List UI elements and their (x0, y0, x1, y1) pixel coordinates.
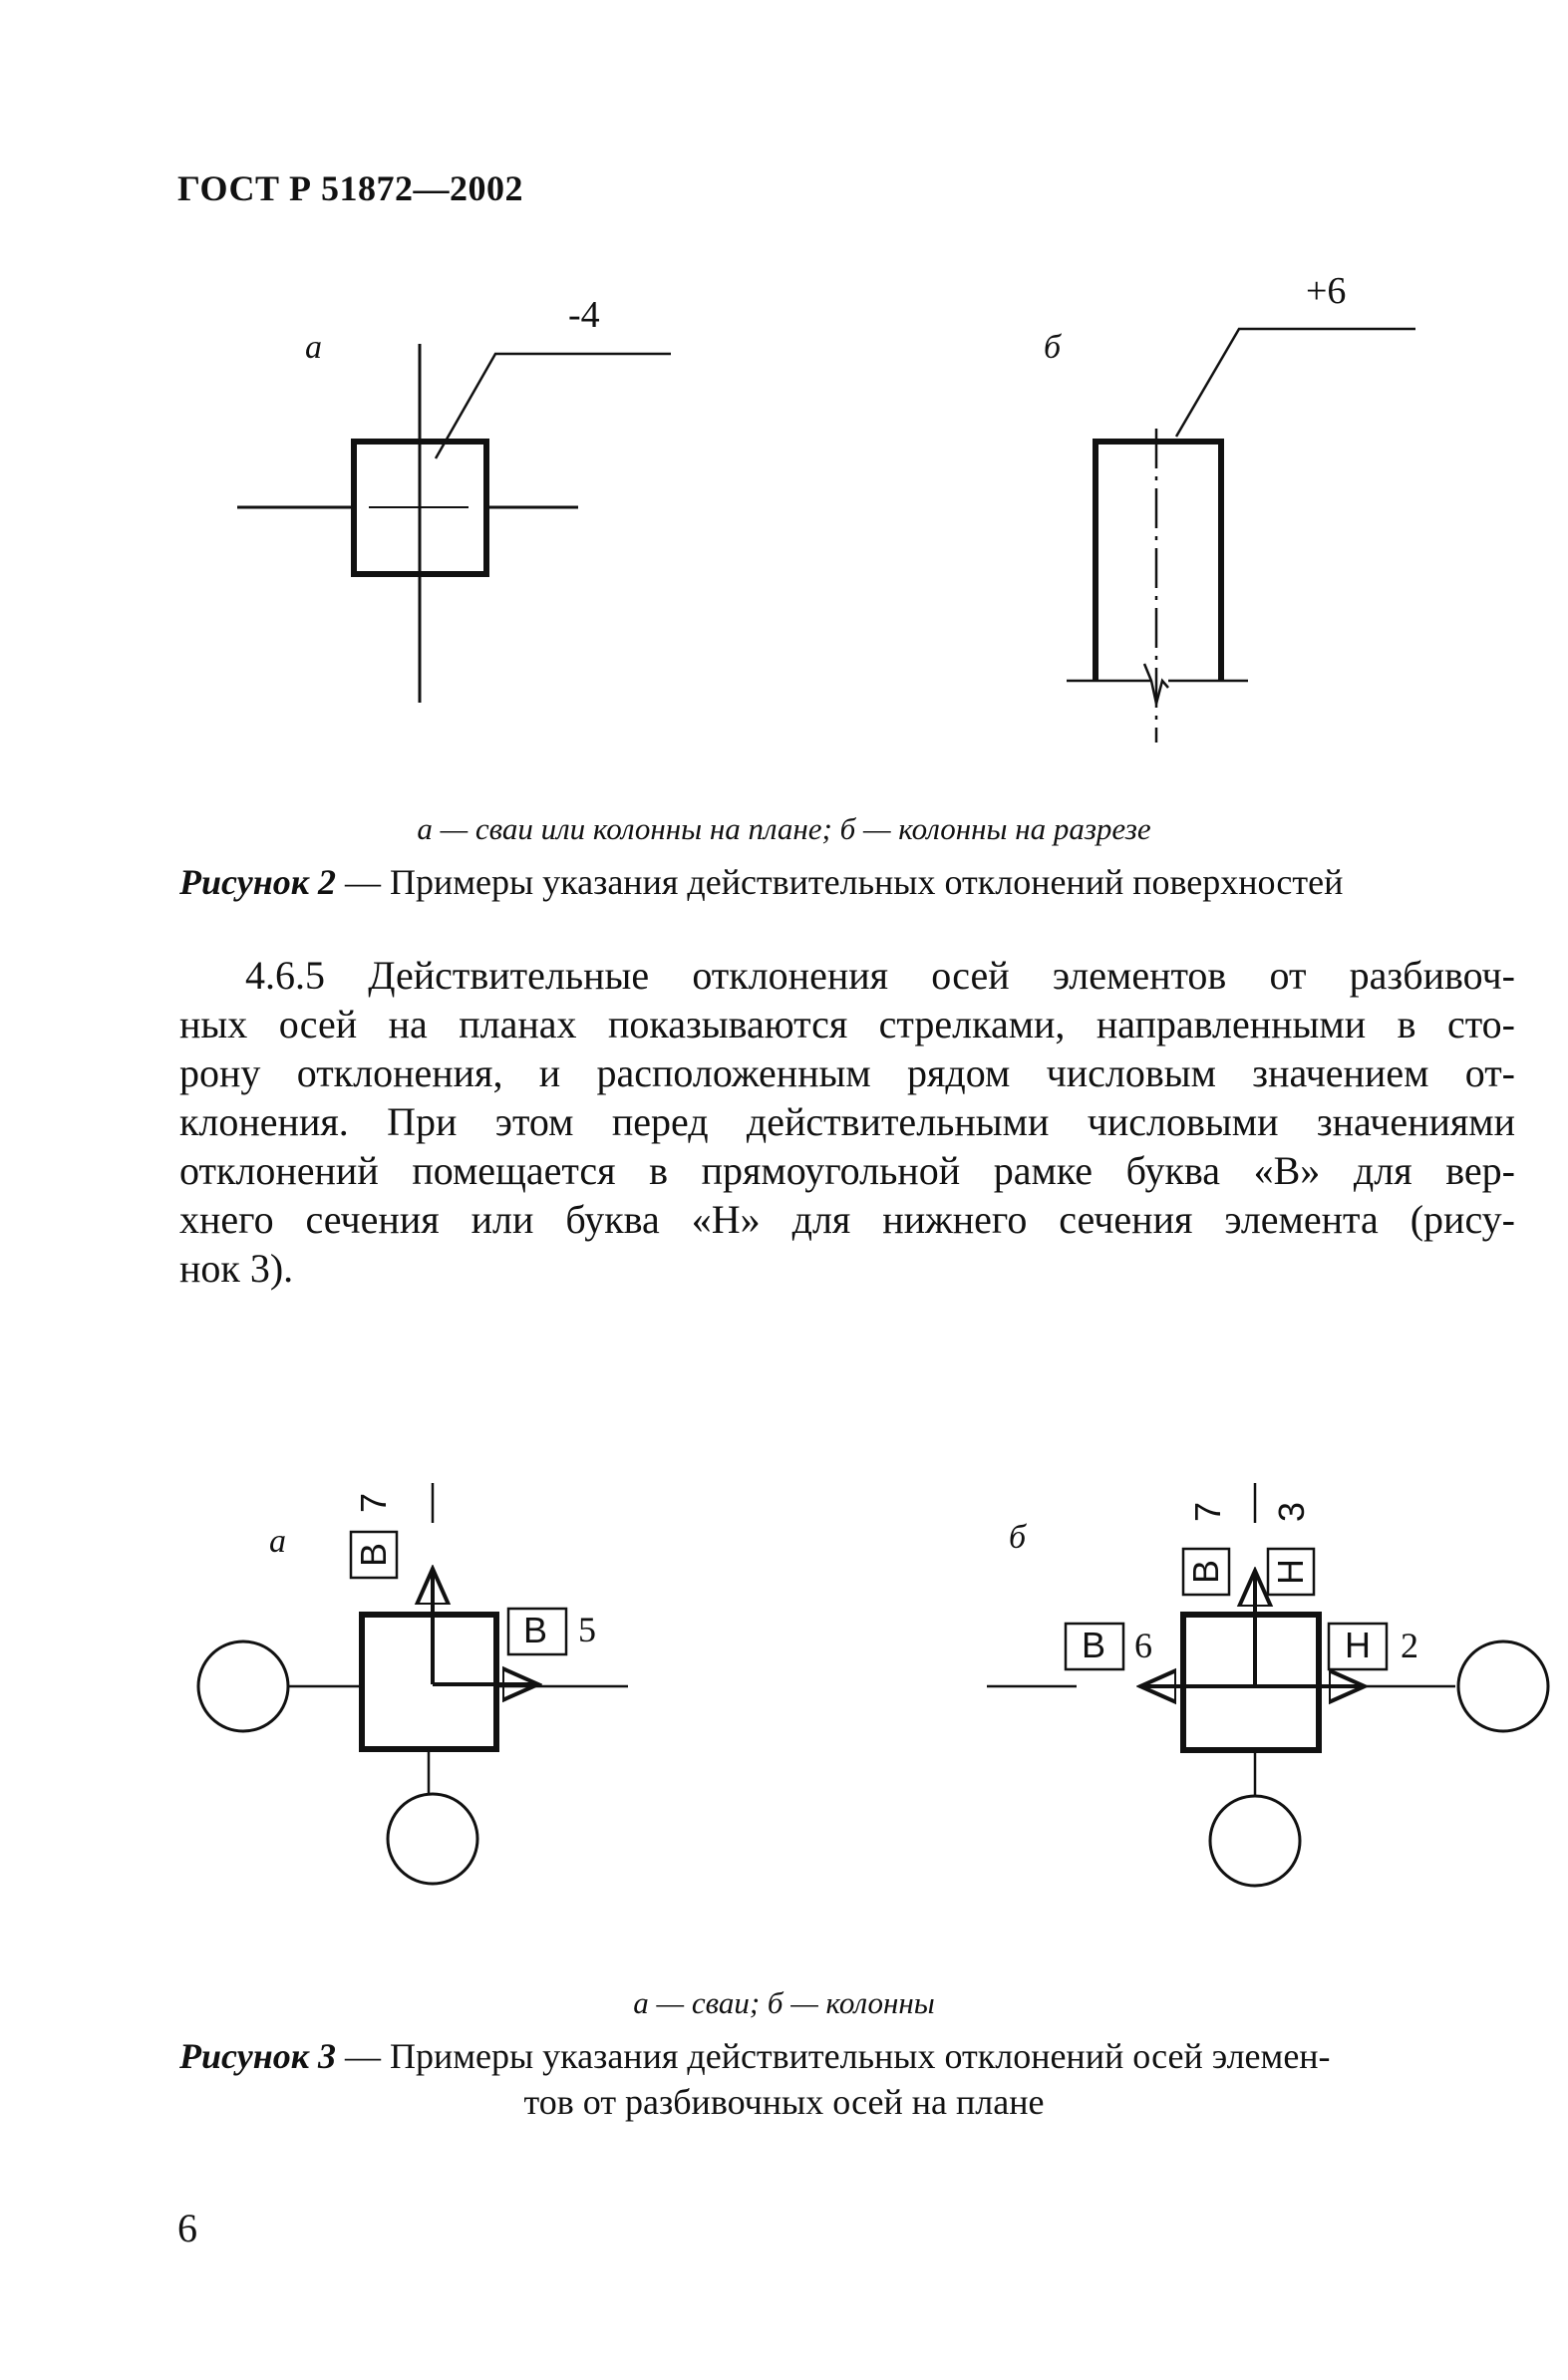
fig3-caption-label: Рисунок 3 (179, 2036, 336, 2076)
figure-3-drawing (0, 1465, 1568, 1904)
fig3b-column-bottom (1210, 1796, 1300, 1886)
paragraph-line: хнего сечения или буква «Н» для нижнего сечения элемента (рису- (179, 1197, 1515, 1242)
fig3b-square (1183, 1615, 1319, 1750)
fig3-caption-text: — Примеры указания действительных отклонений осей элемен- (335, 2036, 1331, 2076)
document-code: ГОСТ Р 51872—2002 (177, 168, 523, 208)
fig3-sub-b: б (1009, 1519, 1027, 1556)
fig3a-frame-top-value: 7 (353, 1492, 394, 1514)
fig2-sub-b: б (1044, 329, 1062, 366)
fig2-value-a: -4 (568, 294, 600, 336)
fig2-sub-a: а (305, 329, 322, 366)
fig2-caption-label: Рисунок 2 (179, 862, 336, 902)
fig3b-column-right (1458, 1641, 1548, 1731)
fig3b-frame-left-letter: В (1082, 1625, 1106, 1665)
fig2b-leader (1176, 329, 1415, 437)
fig2-caption (179, 861, 1343, 903)
fig2-caption-text: — Примеры указания действительных отклонений поверхностей (335, 862, 1344, 902)
fig3b-frame-right-letter: Н (1345, 1625, 1371, 1665)
fig3a-frame-right-value: 5 (578, 1610, 596, 1649)
fig3a-pile-left (198, 1641, 288, 1731)
paragraph-line: клонения. При этом перед действительными числовыми значениями (179, 1099, 1515, 1144)
fig2-legend: а — сваи или колонны на плане; б — колонны на разрезе (417, 811, 1151, 846)
fig3b-frame-top-left-letter: В (1185, 1559, 1226, 1585)
paragraph-line: 4.6.5 Действительные отклонения осей элементов от разбивоч- (245, 953, 1515, 998)
fig3b-frame-top-left-value: 7 (1187, 1501, 1228, 1523)
fig3-caption-line2: тов от разбивочных осей на плане (523, 2082, 1045, 2122)
fig3-sub-a: а (269, 1523, 286, 1560)
figure-2-drawing (0, 259, 1568, 777)
fig3a-square (362, 1615, 496, 1749)
fig3a-pile-bottom (388, 1794, 477, 1884)
fig3-legend: а — сваи; б — колонны (633, 1985, 935, 2020)
fig2-value-b: +6 (1306, 270, 1347, 312)
fig3a-frame-top-letter: В (353, 1542, 394, 1568)
paragraph-line: нок 3). (179, 1246, 294, 1291)
fig3b-frame-top-right-letter: Н (1270, 1559, 1311, 1585)
fig3a-frame-right-letter: В (523, 1610, 548, 1650)
page-number: 6 (177, 2206, 197, 2250)
fig3b-frame-top-right-value: 3 (1271, 1501, 1312, 1523)
paragraph-line: рону отклонения, и расположенным рядом числовым значением от- (179, 1050, 1515, 1095)
paragraph-4-6-5 (179, 951, 1515, 1293)
fig2b-column (1096, 442, 1221, 681)
fig3-caption-line1 (179, 2035, 1331, 2077)
paragraph-line: ных осей на планах показываются стрелками, направленными в сто- (179, 1002, 1515, 1046)
fig3b-frame-right-value: 2 (1401, 1626, 1418, 1665)
paragraph-line: отклонений помещается в прямоугольной рамке буква «В» для вер- (179, 1148, 1515, 1193)
fig3b-frame-left-value: 6 (1134, 1626, 1152, 1665)
